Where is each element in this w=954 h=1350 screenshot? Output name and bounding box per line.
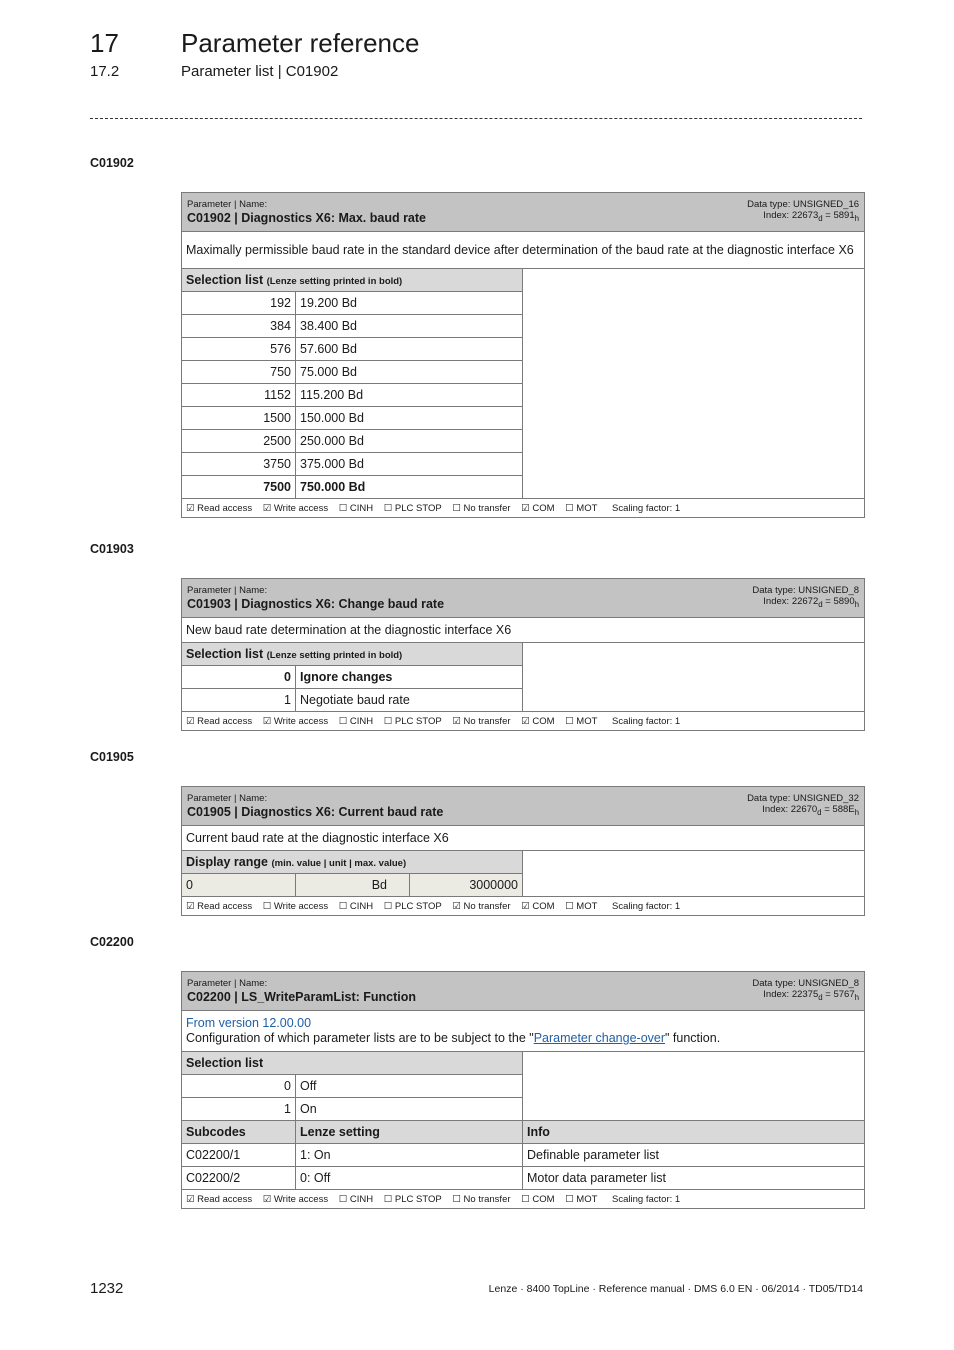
write-access-flag: ☐ Write access	[262, 900, 329, 912]
param-heading-c01903: C01903	[90, 542, 134, 556]
option-value: 3750	[182, 453, 296, 476]
empty-cell	[523, 1052, 865, 1121]
param-description: New baud rate determination at the diagnostic interface X6	[182, 618, 865, 643]
option-label: On	[296, 1098, 523, 1121]
data-type: Data type: UNSIGNED_16	[747, 199, 860, 210]
range-max: 3000000	[410, 874, 523, 897]
read-access-flag: ☑ Read access	[186, 900, 253, 912]
param-header	[182, 579, 865, 618]
option-label: Negotiate baud rate	[296, 689, 523, 712]
param-name: C01902 | Diagnostics X6: Max. baud rate	[187, 211, 427, 225]
cinh-flag: ☐ CINH	[338, 715, 374, 727]
option-value: 1152	[182, 384, 296, 407]
section-number: 17.2	[90, 63, 120, 80]
param-index: Index: $22673_d = 5891_h$	[763, 210, 860, 223]
param-table-c01902	[181, 192, 865, 518]
com-flag: ☐ COM	[521, 1193, 555, 1205]
param-header	[182, 193, 865, 232]
mot-flag: ☐ MOT	[565, 900, 598, 912]
empty-cell	[523, 851, 865, 897]
param-name-label: Parameter | Name:	[187, 199, 268, 210]
plc-stop-flag: ☐ PLC STOP	[383, 900, 442, 912]
option-value: 1	[182, 1098, 296, 1121]
mot-flag: ☐ MOT	[565, 1193, 598, 1205]
param-description: Current baud rate at the diagnostic interface X6	[182, 826, 865, 851]
option-label: 250.000 Bd	[296, 430, 523, 453]
data-type: Data type: UNSIGNED_32	[747, 793, 859, 804]
param-name-label: Parameter | Name:	[187, 585, 268, 596]
option-label: 150.000 Bd	[296, 407, 523, 430]
scaling-factor: Scaling factor: 1	[612, 715, 681, 727]
param-name: C01903 | Diagnostics X6: Change baud rate	[187, 597, 445, 611]
access-footer	[182, 897, 865, 916]
plc-stop-flag: ☐ PLC STOP	[383, 1193, 442, 1205]
read-access-flag: ☑ Read access	[186, 1193, 253, 1205]
param-table-c01903	[181, 578, 865, 731]
scaling-factor: Scaling factor: 1	[612, 502, 681, 514]
param-index: Index: $22670_d = 588E_h$	[762, 804, 859, 817]
option-label-default: Ignore changes	[296, 666, 523, 689]
mot-flag: ☐ MOT	[565, 715, 598, 727]
empty-cell	[523, 269, 865, 499]
selection-list-header: Selection list (Lenze setting printed in bold)	[182, 269, 523, 292]
subcode-info: Definable parameter list	[523, 1144, 865, 1167]
param-name-label: Parameter | Name:	[187, 793, 268, 804]
subcode-setting: 1: On	[296, 1144, 523, 1167]
param-description: From version 12.00.00 Configuration of which parameter lists are to be subject to the "Parameter change-over" function.	[182, 1011, 865, 1052]
version-link[interactable]: From version 12.00.00	[186, 1016, 312, 1030]
subcodes-header: Subcodes	[182, 1121, 296, 1144]
subcode: C02200/2	[182, 1167, 296, 1190]
param-name: C01905 | Diagnostics X6: Current baud rate	[187, 805, 444, 819]
subcode: C02200/1	[182, 1144, 296, 1167]
plc-stop-flag: ☐ PLC STOP	[383, 502, 442, 514]
page-footer-text: Lenze · 8400 TopLine · Reference manual · DMS 6.0 EN · 06/2014 · TD05/TD14	[488, 1283, 863, 1295]
write-access-flag: ☑ Write access	[262, 1193, 329, 1205]
com-flag: ☑ COM	[521, 900, 555, 912]
page-number: 1232	[90, 1280, 124, 1297]
subcode-setting: 0: Off	[296, 1167, 523, 1190]
read-access-flag: ☑ Read access	[186, 715, 253, 727]
param-description: Maximally permissible baud rate in the standard device after determination of the baud rate at the diagnostic interface X6	[182, 232, 865, 269]
plc-stop-flag: ☐ PLC STOP	[383, 715, 442, 727]
access-footer	[182, 1190, 865, 1209]
header-divider	[90, 118, 862, 119]
option-label: 38.400 Bd	[296, 315, 523, 338]
no-transfer-flag: ☑ No transfer	[452, 715, 511, 727]
option-label: Off	[296, 1075, 523, 1098]
lenze-setting-header: Lenze setting	[296, 1121, 523, 1144]
param-index: Index: $22375_d = 5767_h$	[763, 989, 860, 1002]
range-unit: Bd	[296, 874, 410, 897]
option-label: 19.200 Bd	[296, 292, 523, 315]
chapter-number: 17	[90, 28, 119, 58]
option-label: 75.000 Bd	[296, 361, 523, 384]
param-heading-c01905: C01905	[90, 750, 134, 764]
section-title: Parameter list | C01902	[181, 63, 339, 80]
subcode-info: Motor data parameter list	[523, 1167, 865, 1190]
option-value: 0	[182, 1075, 296, 1098]
access-footer	[182, 712, 865, 731]
selection-list-header: Selection list	[182, 1052, 523, 1075]
empty-cell	[523, 643, 865, 712]
option-value: 750	[182, 361, 296, 384]
data-type: Data type: UNSIGNED_8	[752, 978, 860, 989]
scaling-factor: Scaling factor: 1	[612, 1193, 681, 1205]
no-transfer-flag: ☐ No transfer	[452, 1193, 511, 1205]
option-value-default: 0	[182, 666, 296, 689]
option-label: 57.600 Bd	[296, 338, 523, 361]
param-name-label: Parameter | Name:	[187, 978, 268, 989]
option-value-default: 7500	[182, 476, 296, 499]
option-value: 192	[182, 292, 296, 315]
option-value: 1	[182, 689, 296, 712]
param-table-c01905	[181, 786, 865, 916]
range-min: 0	[182, 874, 296, 897]
option-value: 576	[182, 338, 296, 361]
no-transfer-flag: ☐ No transfer	[452, 502, 511, 514]
option-value: 1500	[182, 407, 296, 430]
parameter-change-over-link[interactable]: Parameter change-over	[533, 1031, 666, 1045]
display-range-header: Display range (min. value | unit | max. value)	[182, 851, 523, 874]
access-footer	[182, 499, 865, 518]
write-access-flag: ☑ Write access	[262, 502, 329, 514]
info-header: Info	[523, 1121, 865, 1144]
cinh-flag: ☐ CINH	[338, 900, 374, 912]
mot-flag: ☐ MOT	[565, 502, 598, 514]
option-label: 115.200 Bd	[296, 384, 523, 407]
param-header	[182, 972, 865, 1011]
option-value: 384	[182, 315, 296, 338]
chapter-title: Parameter reference	[181, 28, 420, 58]
param-heading-c02200: C02200	[90, 935, 134, 949]
no-transfer-flag: ☑ No transfer	[452, 900, 511, 912]
read-access-flag: ☑ Read access	[186, 502, 253, 514]
param-name: C02200 | LS_WriteParamList: Function	[187, 990, 417, 1004]
option-label: 375.000 Bd	[296, 453, 523, 476]
option-label-default: 750.000 Bd	[296, 476, 523, 499]
option-value: 2500	[182, 430, 296, 453]
selection-list-header: Selection list (Lenze setting printed in bold)	[182, 643, 523, 666]
com-flag: ☑ COM	[521, 502, 555, 514]
cinh-flag: ☐ CINH	[338, 502, 374, 514]
scaling-factor: Scaling factor: 1	[612, 900, 681, 912]
param-heading-c01902: C01902	[90, 156, 134, 170]
com-flag: ☑ COM	[521, 715, 555, 727]
param-table-c02200	[181, 971, 865, 1209]
param-index: Index: $22672_d = 5890_h$	[763, 596, 860, 609]
write-access-flag: ☑ Write access	[262, 715, 329, 727]
cinh-flag: ☐ CINH	[338, 1193, 374, 1205]
data-type: Data type: UNSIGNED_8	[752, 585, 860, 596]
param-header	[182, 787, 865, 826]
